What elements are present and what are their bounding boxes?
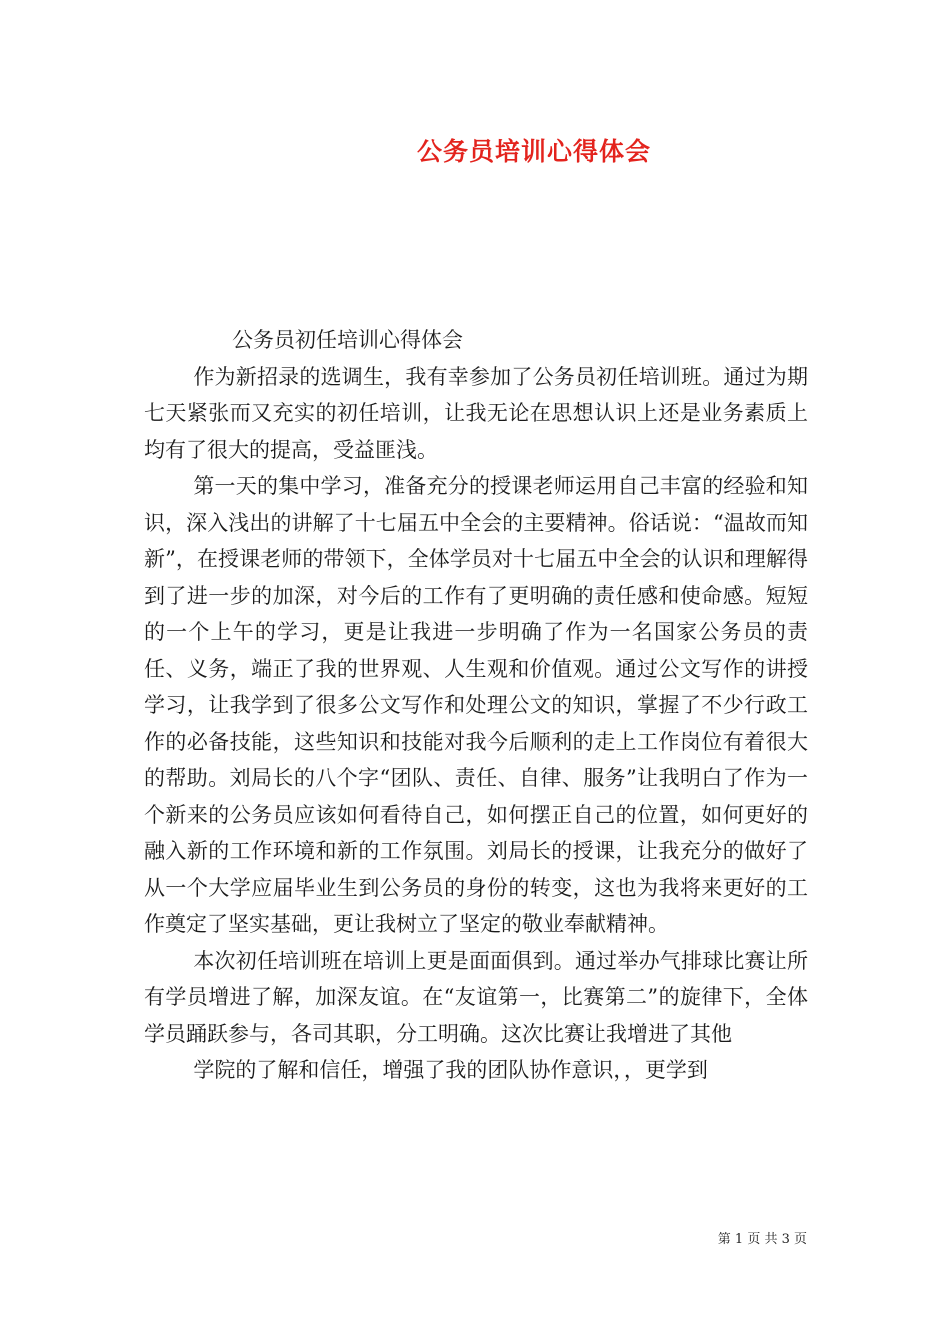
paragraph-3: 本次初任培训班在培训上更是面面俱到。通过举办气排球比赛让所有学员增进了解，加深友谊。在“友谊第一，比赛第二”的旋律下，全体学员踊跃参与，各司其职，分工明确。这次比赛让我增进了其他 <box>144 948 808 1046</box>
paragraph-4: 学院的了解和信任，增强了我的团队协作意识，，更学到 <box>193 1058 708 1082</box>
paragraph-2: 第一天的集中学习，准备充分的授课老师运用自己丰富的经验和知识，深入浅出的讲解了十七届五中全会的主要精神。俗话说：“温故而知新”，在授课老师的带领下，全体学员对十七届五中全会的认识和理解得到了进一步的加深，对今后的工作有了更明确的责任感和使命感。短短的一个上午的学习，更是让我进一步明确了作为一名国家公务员的责任、义务，端正了我的世界观、人生观和价值观。通过公文写作的讲授学习，让我学到了很多公文写作和处理公文的知识，掌握了不少行政工作的必备技能，这些知识和技能对我今后顺利的走上工作岗位有着很大的帮助。刘局长的八个字“团队、责任、自律、服务”让我明白了作为一个新来的公务员应该如何看待自己，如何摆正自己的位置，如何更好的融入新的工作环境和新的工作氛围。刘局长的授课，让我充分的做好了从一个大学应届毕业生到公务员的身份的转变，这也为我将来更好的工作奠定了坚实基础，更让我树立了坚定的敬业奉献精神。 <box>144 474 808 936</box>
document-title: 公务员培训心得体会 <box>416 137 651 166</box>
page-number-footer: 第 1 页 共 3 页 <box>717 1232 807 1247</box>
paragraph-1: 作为新招录的选调生，我有幸参加了公务员初任培训班。通过为期七天紧张而又充实的初任培训，让我无论在思想认识上还是业务素质上均有了很大的提高，受益匪浅。 <box>144 364 808 462</box>
document-subtitle: 公务员初任培训心得体会 <box>232 328 463 352</box>
document-body <box>144 322 808 1089</box>
